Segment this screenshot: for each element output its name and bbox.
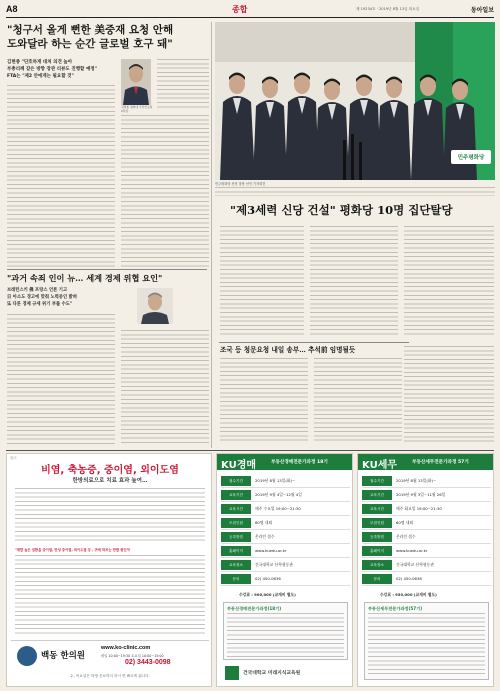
ku-auction-info-label: 문의 (221, 574, 251, 584)
clinic-phone: 02) 3443-0098 (125, 659, 171, 666)
clinic-logo-icon (17, 646, 37, 666)
ku-university-name: 건국대학교 미래지식교육원 (243, 671, 301, 676)
story3-body-col2 (310, 226, 398, 338)
ku-auction-info-label: 교육기간 (221, 490, 251, 500)
story3-photo-caption: 민주평화당 신당 창당 선언 기자회견 (215, 182, 266, 186)
clinic-ad-body-1 (15, 488, 205, 544)
ku-tax-info-label: 홈페이지 (362, 546, 392, 556)
ku-tax-box-title: 부동산세무전문가과정(57기) (368, 606, 423, 611)
story1-portrait-photo (121, 59, 151, 105)
story2-headline: "과거 속죄 인이 뉴… 세계 경제 위협 요인" (7, 273, 163, 283)
story2-portrait-photo (137, 288, 173, 324)
clinic-ad-subtitle: 한방의료으로 치료 효과 높여… (72, 478, 148, 484)
ku-auction-info-row (221, 502, 350, 516)
clinic-footer-text: 수, 목요일은 학생 진료까지 하시 면 빠르게 됩니다. (70, 674, 150, 678)
ku-auction-box-title: 부동산경매전문가과정(18기) (227, 606, 282, 611)
ku-auction-info-value: 매주 수요일 19:00~21:30 (255, 505, 301, 511)
ku-auction-logo: KU경매 (221, 460, 257, 471)
ku-auction-box (223, 602, 348, 660)
story1-lead-2: 부총리께 같은 방향 장관 리뷰도 진행할 예정" (7, 67, 97, 72)
ku-tax-info-table (362, 474, 491, 586)
ku-auction-info-row (221, 572, 350, 586)
ku-auction-info-label: 홈페이지 (221, 546, 251, 556)
ku-tax-ad (357, 453, 494, 687)
clinic-ad-body-2 (15, 555, 205, 635)
story2-body-col1 (7, 314, 115, 444)
ku-tax-logo: KU세무 (362, 460, 398, 471)
ku-auction-ad (216, 453, 353, 687)
story3-sign-text: 민주평화당 (457, 155, 485, 161)
story4-top-rule (219, 342, 409, 343)
ku-university-logo-icon (225, 666, 239, 680)
story2-top-rule (7, 269, 207, 270)
story-2 (7, 272, 207, 447)
ku-auction-info-value: 02) 450-0636 (255, 576, 281, 581)
ku-auction-info-row (221, 558, 350, 572)
paper-name: 동아일보 (470, 7, 494, 14)
clinic-ad-title: 비염, 축농증, 중이염, 외이도염 (41, 465, 179, 476)
ku-tax-info-row (362, 474, 491, 488)
ku-tax-info-value: 2019년 9월 3일~11월 26일 (396, 491, 446, 497)
clinic-footer-rule (11, 640, 209, 641)
story1-body-col1 (7, 85, 115, 267)
ku-tax-info-label: 교육기간 (362, 490, 392, 500)
ku-tax-info-value: 02) 450-0636 (396, 576, 422, 581)
story4-body-col1 (220, 358, 308, 444)
clinic-ad-header: 광고 (10, 456, 17, 460)
story1-headline-line2: 도와달라 하는 순간 글로벌 호구 돼" (7, 38, 173, 50)
clinic-name: 백동 한의원 (41, 651, 86, 661)
clinic-hours: 평일 10:00~19:30 토요일 10:00~15:00 (101, 654, 164, 658)
clinic-url: www.ko-clinic.com (101, 645, 151, 651)
ku-tax-info-label: 문의 (362, 574, 392, 584)
section-title: 종합 (232, 5, 248, 14)
ku-auction-info-table (221, 474, 350, 586)
ku-tax-info-value: 건국대학교 산학협동관 (396, 561, 434, 567)
ku-auction-info-label: 등록방법 (221, 532, 251, 542)
story1-lead-3: FTA는 "제2 안에게는 필요할 것" (7, 74, 74, 79)
ad-separator (6, 450, 494, 451)
story4-body-col2 (314, 358, 402, 444)
story1-lead-block (7, 59, 117, 80)
ku-auction-info-value: 건국대학교 산학협동관 (255, 561, 293, 567)
ku-tax-box-body (368, 613, 485, 677)
story1-lead: 김현종 "단호하게 대처 의견 높아 (7, 60, 73, 65)
story-1 (7, 23, 207, 268)
masthead (6, 4, 494, 16)
ku-tax-info-value: 매주 화요일 19:00~21:30 (396, 505, 442, 511)
story1-body-col2-top (157, 59, 209, 109)
ku-tax-info-row (362, 488, 491, 502)
ku-auction-info-value: 2019년 9월 4일~12월 4일 (255, 491, 302, 497)
story2-subhead-block (7, 288, 117, 308)
page-number: A8 (6, 4, 18, 14)
ku-tax-info-row (362, 544, 491, 558)
ku-auction-info-row (221, 474, 350, 488)
story2-subhead-2: 日 아소도 경고에 맞춰 노력중인 밝혀 (7, 294, 77, 300)
ku-auction-info-value: 온라인 접수 (255, 533, 275, 539)
ku-auction-info-label: 접수기간 (221, 476, 251, 486)
clinic-ad-red-line: "재발 높은 질환을 중이염, 만성 중이염, 외이도염 등 , 귀에 따르는 만할 원인야 (15, 548, 130, 552)
ku-auction-info-row (221, 488, 350, 502)
ku-tax-fee: 수강료 : 950,000 (교재비 별도) (380, 592, 437, 597)
story1-headline-line1: "청구서 올게 뻔한 美중재 요청 안해 (7, 24, 174, 36)
ku-tax-info-value: 2019년 8월 13일(화)~ (396, 477, 437, 483)
ku-tax-info-row (362, 502, 491, 516)
story2-subhead: 브레턴스키 佛 프랑스 언론 기고 (7, 288, 68, 293)
story3-headline: "제3세력 신당 건설" 평화당 10명 집단탈당 (230, 203, 453, 217)
ku-tax-info-row (362, 558, 491, 572)
story3-sign (451, 150, 491, 164)
ku-tax-program: 부동산세무전문가과정 57기 (412, 460, 469, 465)
story4-body-col3 (404, 346, 494, 444)
story3-caption-text (215, 187, 495, 196)
masthead-rule (6, 17, 494, 18)
story3-body-col1 (220, 226, 304, 338)
ku-auction-info-label: 모집인원 (221, 518, 251, 528)
ku-tax-info-label: 교육시간 (362, 504, 392, 514)
story1-body-col2 (121, 115, 209, 267)
story3-press-photo (215, 22, 495, 180)
ku-auction-info-label: 교육시간 (221, 504, 251, 514)
story1-photo-caption: 김현종 청와대 국가안보실 2차장 (121, 105, 153, 113)
ku-tax-info-value: 온라인 접수 (396, 533, 416, 539)
ku-auction-info-row (221, 530, 350, 544)
ku-auction-info-value: 2019년 8월 13일(화)~ (255, 477, 296, 483)
ku-tax-info-row (362, 572, 491, 586)
ku-auction-box-body (227, 613, 344, 657)
ku-tax-info-row (362, 516, 491, 530)
clinic-ad (6, 453, 212, 687)
ku-tax-info-label: 등록방법 (362, 532, 392, 542)
ku-auction-info-label: 교육장소 (221, 560, 251, 570)
story4-headline: 조국 등 청문요청 내일 송부… 추석前 임명될듯 (220, 346, 356, 354)
column-divider (211, 22, 212, 448)
story2-body-col2 (121, 330, 209, 444)
ku-tax-info-value: 60명 내외 (396, 519, 414, 525)
ku-tax-info-label: 모집인원 (362, 518, 392, 528)
ku-auction-info-value: 60명 내외 (255, 519, 273, 525)
dateline: 제 19234호 · 2019년 8월 13일 화요일 (356, 7, 420, 11)
ku-auction-fee: 수강료 : 900,000 (교재비 별도) (239, 592, 296, 597)
ku-auction-info-row (221, 544, 350, 558)
ku-tax-info-label: 접수기간 (362, 476, 392, 486)
ku-tax-box (364, 602, 489, 680)
ku-tax-info-row (362, 530, 491, 544)
ku-auction-info-value: www.kuedu.or.kr (255, 548, 287, 553)
ku-tax-info-value: www.kuedu.or.kr (396, 548, 428, 553)
ku-tax-info-label: 교육장소 (362, 560, 392, 570)
ku-auction-program: 부동산경매전문가과정 18기 (271, 460, 328, 465)
ku-auction-info-row (221, 516, 350, 530)
story2-subhead-3: 또 다른 경제 규세 위기 부를 수도" (7, 301, 73, 307)
story3-body-col3 (404, 226, 494, 338)
